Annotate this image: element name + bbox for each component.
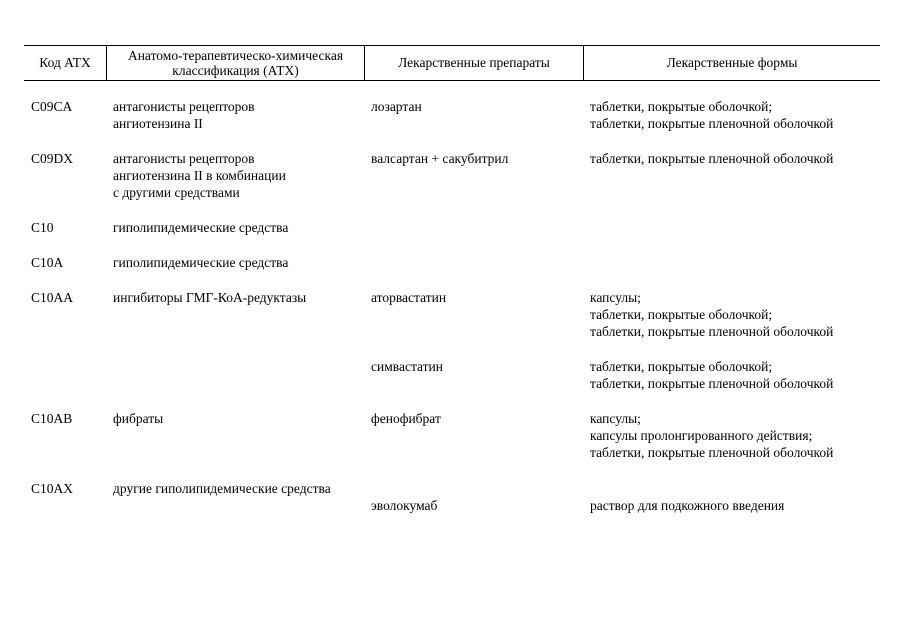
row-drug: аторвастатин [371,290,447,305]
header-code: Код АТХ [39,55,91,70]
header-drugs: Лекарственные препараты [398,55,550,70]
row-classification: антагонисты рецепторов ангиотензина II [113,99,255,131]
header-classification: Анатомо-терапевтическо-химическая классификация (АТХ) [127,47,344,78]
row-forms: капсулы; капсулы пролонгированного действия; таблетки, покрытые пленочной оболочкой [590,411,834,460]
row-forms: таблетки, покрытые пленочной оболочкой [590,151,834,166]
row-code: C10AA [31,290,74,305]
row-drug: валсартан + сакубитрил [371,151,509,166]
row-classification: гиполипидемические средства [113,255,289,270]
row-forms: раствор для подкожного введения [590,498,785,513]
row-drug: фенофибрат [371,411,441,426]
row-drug: симвастатин [371,359,443,374]
header-forms: Лекарственные формы [666,55,798,70]
header-bottom-rule [24,80,880,81]
row-forms: таблетки, покрытые оболочкой; таблетки, покрытые пленочной оболочкой [590,359,834,391]
row-classification: другие гиполипидемические средства [113,481,331,496]
row-drug: эволокумаб [371,498,438,513]
row-classification: антагонисты рецепторов ангиотензина II в комбинации с другими средствами [113,151,286,200]
row-drug: лозартан [371,99,422,114]
row-code: C10AB [31,411,73,426]
row-classification: фибраты [113,411,164,426]
row-classification: ингибиторы ГМГ-КоА-редуктазы [113,290,307,305]
row-forms: таблетки, покрытые оболочкой; таблетки, покрытые пленочной оболочкой [590,99,834,131]
row-code: C10 [31,220,54,235]
row-classification: гиполипидемические средства [113,220,289,235]
row-forms: капсулы; таблетки, покрытые оболочкой; таблетки, покрытые пленочной оболочкой [590,290,834,339]
row-code: C10A [31,255,64,270]
row-code: C09CA [31,99,73,114]
row-code: C10AX [31,481,74,496]
row-code: C09DX [31,151,74,166]
